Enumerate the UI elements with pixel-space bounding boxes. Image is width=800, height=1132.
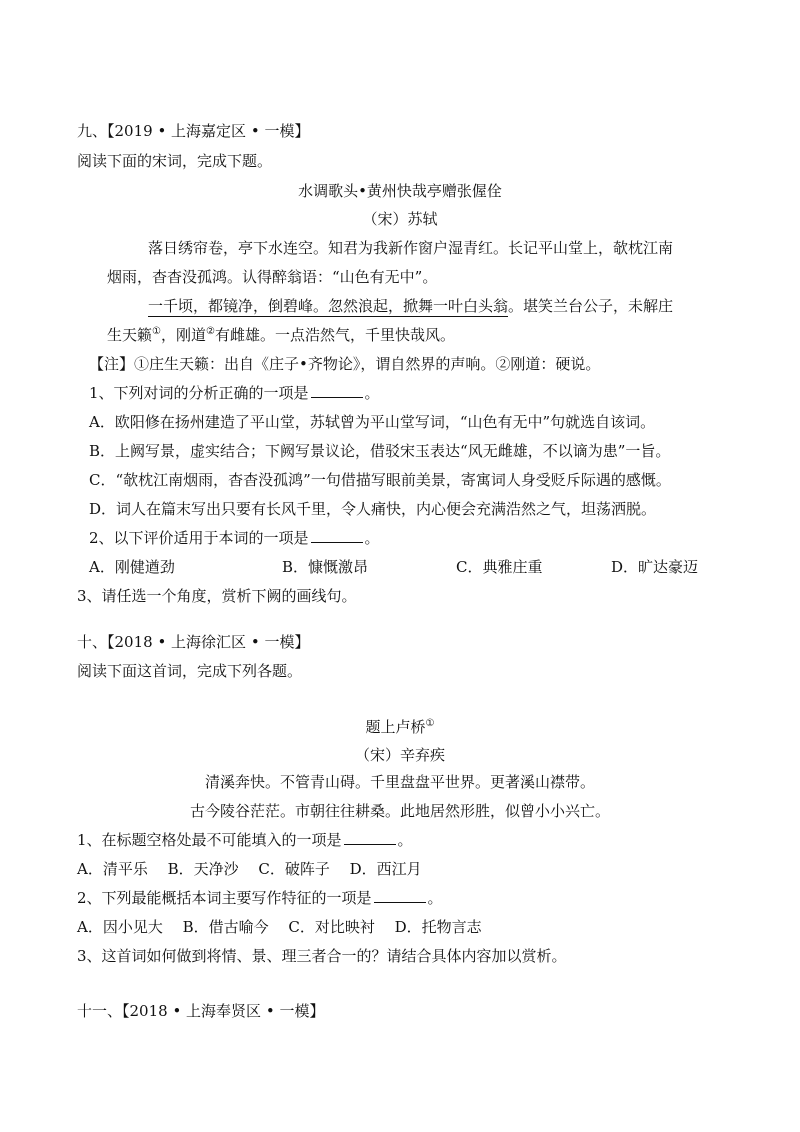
q9-instruction: 阅读下面的宋词，完成下题。 — [77, 152, 273, 170]
q10-q1-options: A．清平乐 B．天净沙 C．破阵子 D．西江月 — [77, 860, 422, 878]
q9-header: 九、【2019 • 上海嘉定区 • 一模】 — [77, 122, 310, 140]
title-note-marker: ① — [425, 718, 435, 729]
q9-poem-line-1: 落日绣帘卷，亭下水连空。知君为我新作窗户湿青红。长记平山堂上，欹枕江南 — [148, 239, 674, 257]
answer-blank — [311, 382, 363, 398]
q10-question-3: 3、这首词如何做到将情、景、理三者合一的？请结合具体内容加以赏析。 — [77, 947, 567, 965]
q9-question-1: 1、下列对词的分析正确的一项是 。 — [89, 384, 380, 402]
answer-blank — [344, 829, 396, 845]
q9-q2-option-b: B．慷慨激昂 — [282, 558, 369, 576]
q9-question-3: 3、请任选一个角度，赏析下阙的画线句。 — [77, 587, 357, 605]
q10-poem-title: 题上卢桥① — [365, 718, 435, 736]
q9-poem-title: 水调歌头•黄州快哉亭赠张偓佺 — [298, 182, 502, 200]
q10-header: 十、【2018 • 上海徐汇区 • 一模】 — [77, 633, 310, 651]
q9-note: 【注】①庄生天籁：出自《庄子•齐物论》，谓自然界的声响。②刚道：硬说。 — [89, 355, 601, 373]
answer-blank — [311, 527, 363, 543]
q10-question-2: 2、下列最能概括本词主要写作特征的一项是 。 — [77, 889, 443, 907]
note-marker-1: ① — [152, 326, 161, 337]
q9-option-d: D．词人在篇末写出只要有长风千里，令人痛快，内心便会充满浩然之气，坦荡洒脱。 — [89, 500, 657, 518]
q10-q2-options: A．因小见大 B．借古喻今 C．对比映衬 D．托物言志 — [77, 918, 482, 936]
q9-poem-line-2: 烟雨，杳杳没孤鸿。认得醉翁语：“山色有无中”。 — [107, 268, 438, 286]
answer-blank — [374, 887, 426, 903]
q9-option-c: C．“欹枕江南烟雨，杳杳没孤鸿”一句借描写眼前美景，寄寓词人身受贬斥际遇的感慨。 — [89, 471, 671, 489]
q9-poem-line-4: 生天籁①，刚道②有雌雄。一点浩然气，千里快哉风。 — [107, 326, 455, 344]
q10-instruction: 阅读下面这首词，完成下列各题。 — [77, 662, 303, 680]
q10-question-1: 1、在标题空格处最不可能填入的一项是 。 — [77, 831, 413, 849]
q9-question-2: 2、以下评价适用于本词的一项是 。 — [89, 529, 380, 547]
q9-underlined-sentence: 一千顷，都镜净，倒碧峰。忽然浪起，掀舞一叶白头翁 — [148, 297, 509, 315]
q10-poem-author: （宋）辛弃疾 — [354, 746, 445, 764]
q9-poem-author: （宋）苏轼 — [362, 210, 438, 228]
q9-q2-option-c: C．典雅庄重 — [456, 558, 543, 576]
q9-option-b: B．上阙写景，虚实结合；下阙写景议论，借驳宋玉表达“风无雌雄，不以谪为患”一旨。 — [89, 442, 671, 460]
q9-q2-option-a: A．刚健遒劲 — [89, 558, 175, 576]
q9-q2-option-d: D．旷达豪迈 — [611, 558, 699, 576]
q11-header: 十一、【2018 • 上海奉贤区 • 一模】 — [77, 1002, 325, 1020]
note-marker-2: ② — [206, 326, 215, 337]
q10-poem-line-1: 清溪奔快。不管青山碍。千里盘盘平世界。更著溪山襟带。 — [204, 773, 595, 791]
q9-option-a: A．欧阳修在扬州建造了平山堂，苏轼曾为平山堂写词，“山色有无中”句就选自该词。 — [89, 413, 656, 431]
q10-poem-line-2: 古今陵谷茫茫。市朝往往耕桑。此地居然形胜，似曾小小兴亡。 — [189, 802, 610, 820]
q9-poem-line-3: 一千顷，都镜净，倒碧峰。忽然浪起，掀舞一叶白头翁。堪笑兰台公子，未解庄 — [148, 297, 674, 315]
